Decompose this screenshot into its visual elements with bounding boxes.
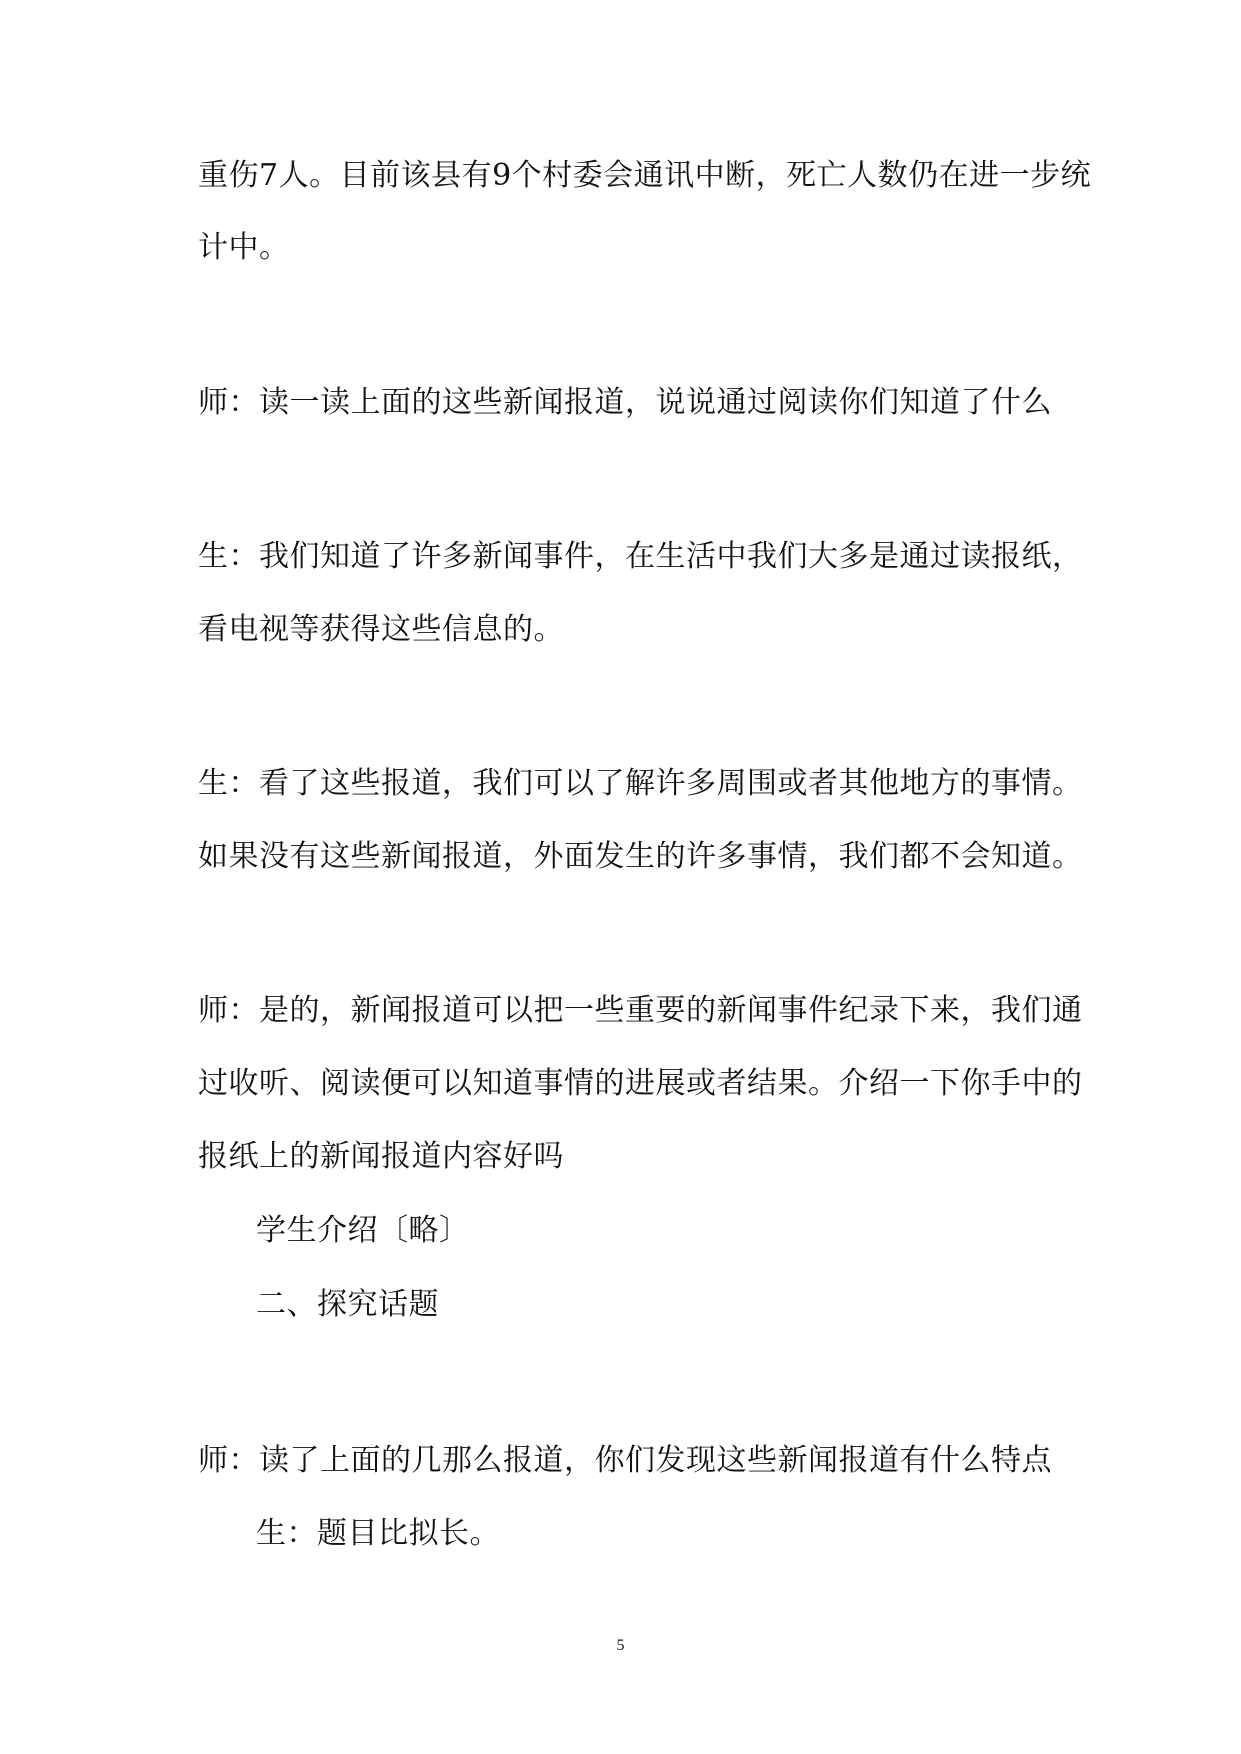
paragraph-line: 生：我们知道了许多新闻事件，在生活中我们大多是通过读报纸， [198,539,1083,574]
paragraph-line: 过收听、阅读便可以知道事情的进展或者结果。介绍一下你手中的 [198,1066,1083,1101]
paragraph-line: 重伤7人。目前该县有9个村委会通讯中断，死亡人数仍在进一步统 [198,158,1092,193]
paragraph-line: 生：看了这些报道，我们可以了解许多周围或者其他地方的事情。 [198,766,1083,801]
paragraph-line: 看电视等获得这些信息的。 [198,612,564,647]
paragraph-line: 报纸上的新闻报道内容好吗 [198,1139,564,1174]
paragraph-line: 师：是的，新闻报道可以把一些重要的新闻事件纪录下来，我们通 [198,993,1083,1028]
paragraph-line: 计中。 [198,230,290,265]
paragraph-line: 师：读一读上面的这些新闻报道，说说通过阅读你们知道了什么 [198,385,1052,420]
paragraph-line: 如果没有这些新闻报道，外面发生的许多事情，我们都不会知道。 [198,839,1083,874]
page-number: 5 [616,1637,625,1654]
paragraph-line: 生：题目比拟长。 [256,1516,500,1551]
paragraph-line: 师：读了上面的几那么报道，你们发现这些新闻报道有什么特点 [198,1443,1052,1478]
paragraph-line: 学生介绍〔略〕 [256,1213,470,1248]
section-heading: 二、探究话题 [256,1287,439,1322]
